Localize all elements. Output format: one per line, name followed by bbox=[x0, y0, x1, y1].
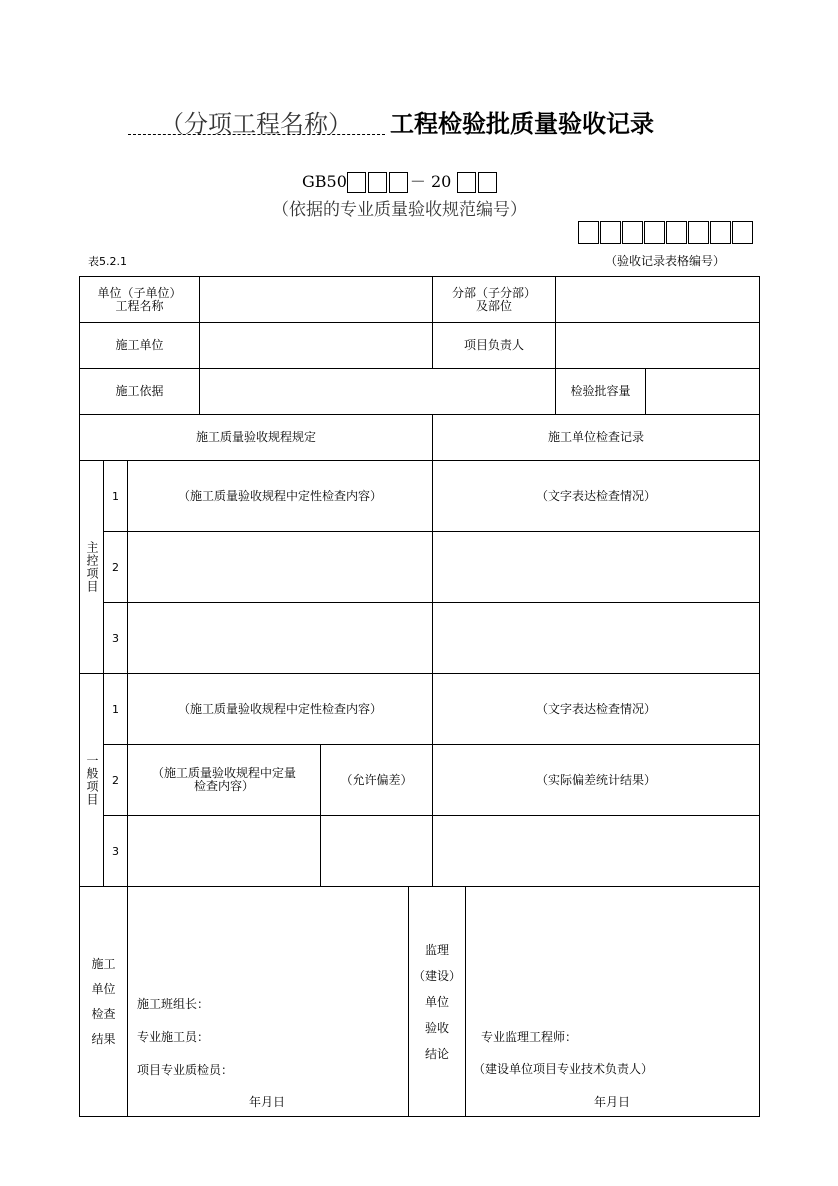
title-underline bbox=[128, 134, 385, 135]
form-no-box[interactable] bbox=[578, 221, 599, 244]
date-2: 年月日 bbox=[594, 1095, 631, 1109]
item-number: 2 bbox=[103, 531, 128, 603]
main-items-label: 主控项目 bbox=[79, 460, 104, 674]
standard-code-note: （依据的专业质量验收规范编号） bbox=[272, 200, 527, 220]
general-item-3-tolerance[interactable] bbox=[320, 815, 433, 887]
general-item-1-record[interactable]: （文字表达检查情况） bbox=[432, 673, 760, 745]
worker-signature: 专业施工员： bbox=[137, 1030, 210, 1044]
project-manager-field[interactable] bbox=[555, 322, 760, 369]
qc-signature: 项目专业质检员： bbox=[137, 1063, 234, 1077]
form-no-box[interactable] bbox=[622, 221, 643, 244]
table-number: 表5.2.1 bbox=[88, 255, 127, 268]
spec-header: 施工质量验收规程规定 bbox=[79, 414, 433, 461]
general-item-2-tolerance[interactable]: （允许偏差） bbox=[320, 744, 433, 816]
code-box[interactable] bbox=[368, 172, 387, 193]
unit-project-label: 单位（子单位） 工程名称 bbox=[79, 276, 200, 323]
item-number: 2 bbox=[103, 744, 128, 816]
project-manager-label: 项目负责人 bbox=[432, 322, 556, 369]
form-no-box[interactable] bbox=[710, 221, 731, 244]
general-item-2-record[interactable]: （实际偏差统计结果） bbox=[432, 744, 760, 816]
general-item-2-content[interactable]: （施工质量验收规程中定量 检查内容） bbox=[127, 744, 321, 816]
owner-tech-signature: （建设单位项目专业技术负责人） bbox=[473, 1062, 654, 1076]
form-number-boxes bbox=[578, 221, 754, 244]
year-box[interactable] bbox=[478, 172, 497, 193]
main-item-3-record[interactable] bbox=[432, 602, 760, 674]
item-number: 1 bbox=[103, 460, 128, 532]
form-no-box[interactable] bbox=[644, 221, 665, 244]
form-number-note: （验收记录表格编号） bbox=[605, 254, 726, 268]
main-item-1-content[interactable]: （施工质量验收规程中定性检查内容） bbox=[127, 460, 433, 532]
general-item-1-content[interactable]: （施工质量验收规程中定性检查内容） bbox=[127, 673, 433, 745]
year-box[interactable] bbox=[457, 172, 476, 193]
general-item-3-record[interactable] bbox=[432, 815, 760, 887]
form-no-box[interactable] bbox=[666, 221, 687, 244]
general-item-3-content[interactable] bbox=[127, 815, 321, 887]
general-items-label: 一般项目 bbox=[79, 673, 104, 887]
main-item-3-content[interactable] bbox=[127, 602, 433, 674]
code-mid: － 20 bbox=[409, 172, 452, 191]
batch-capacity-label: 检验批容量 bbox=[555, 368, 646, 415]
date-1: 年月日 bbox=[249, 1095, 286, 1109]
form-no-box[interactable] bbox=[732, 221, 753, 244]
standard-code bbox=[302, 169, 499, 193]
supervisor-label: 监理 （建设） 单位 验收 结论 bbox=[408, 886, 466, 1117]
record-header: 施工单位检查记录 bbox=[432, 414, 760, 461]
item-number: 1 bbox=[103, 673, 128, 745]
page-title: 工程检验批质量验收记录 bbox=[390, 110, 654, 138]
sub-project-field[interactable] bbox=[555, 276, 760, 323]
constructor-result-label: 施工 单位 检查 结果 bbox=[79, 886, 128, 1117]
main-item-2-record[interactable] bbox=[432, 531, 760, 603]
main-item-1-record[interactable]: （文字表达检查情况） bbox=[432, 460, 760, 532]
title-placeholder: （分项工程名称） bbox=[160, 110, 352, 138]
constructor-field[interactable] bbox=[199, 322, 433, 369]
item-number: 3 bbox=[103, 815, 128, 887]
constructor-label: 施工单位 bbox=[79, 322, 200, 369]
basis-field[interactable] bbox=[199, 368, 556, 415]
item-number: 3 bbox=[103, 602, 128, 674]
form-no-box[interactable] bbox=[688, 221, 709, 244]
code-box[interactable] bbox=[389, 172, 408, 193]
unit-project-field[interactable] bbox=[199, 276, 433, 323]
main-item-2-content[interactable] bbox=[127, 531, 433, 603]
sub-project-label: 分部（子分部） 及部位 bbox=[432, 276, 556, 323]
team-leader-signature: 施工班组长： bbox=[137, 997, 210, 1011]
code-prefix: GB50 bbox=[302, 172, 347, 191]
batch-capacity-field[interactable] bbox=[645, 368, 760, 415]
code-box[interactable] bbox=[347, 172, 366, 193]
engineer-signature: 专业监理工程师： bbox=[481, 1030, 578, 1044]
form-no-box[interactable] bbox=[600, 221, 621, 244]
basis-label: 施工依据 bbox=[79, 368, 200, 415]
supervisor-result-field[interactable] bbox=[465, 886, 760, 1117]
